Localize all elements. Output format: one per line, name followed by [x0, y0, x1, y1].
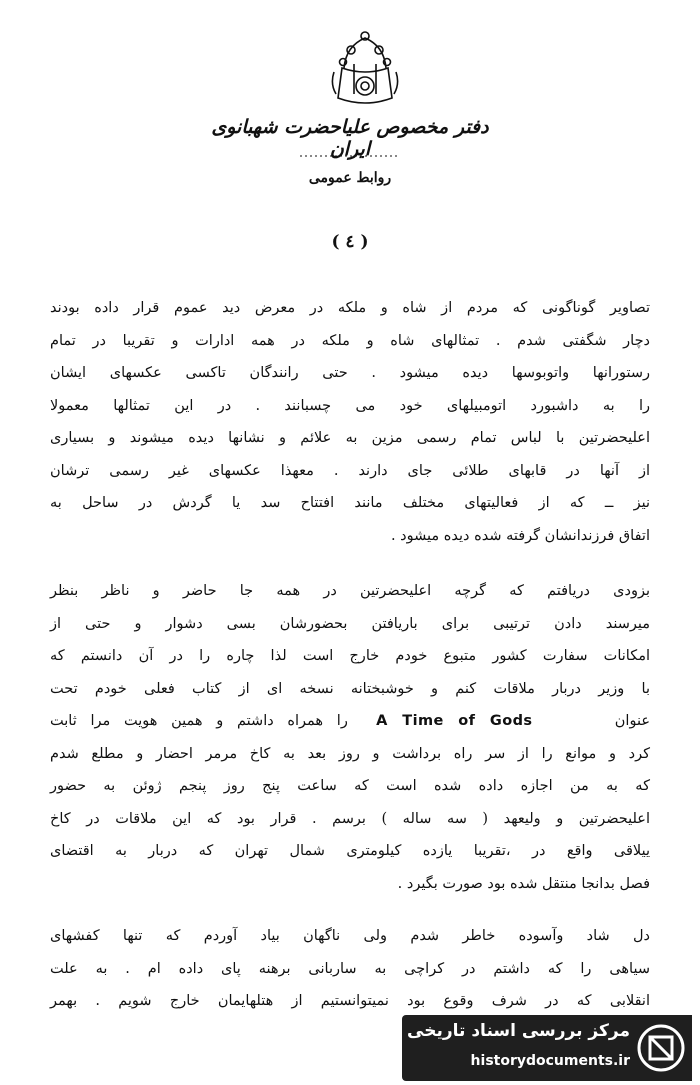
paragraph-3: [50, 920, 650, 1018]
text-line: سیاهی را که داشتم در کراچی به ساربانی برهنه پای داده ام . به علت: [50, 960, 650, 977]
department-label: روابط عمومی: [308, 170, 392, 186]
text-line-with-book-title: [50, 705, 650, 738]
crown-emblem-icon: [324, 28, 406, 110]
text-line: با وزیر دربار ملاقات کنم و خوشبختانه نسخه ای از کتاب فعلی خودم تحت: [50, 680, 650, 697]
text-line: تصاویر گوناگونی که مردم از شاه و ملکه در معرض دید عموم قرار داده بودند: [50, 300, 650, 316]
text-line: کرد و موانع را از سر راه برداشت و روز بعد به کاخ مرمر احضار و مطلع شدم: [50, 745, 650, 762]
text-line: که به من اجازه داده شده است که ساعت پنج روز پنجم ژوئن به حضور: [50, 778, 650, 794]
watermark-url: historydocuments.ir: [470, 1053, 630, 1069]
text-line: بزودی دریافتم که گرچه اعلیحضرتین در همه جا حاضر و ناظر بنظر: [50, 583, 650, 599]
text-fragment: را همراه داشتم و همین هویت مرا ثابت: [50, 713, 348, 729]
text-line: دچار شگفتی شدم . تمثالهای شاه و ملکه در همه ادارات و تقریبا در تمام: [50, 332, 650, 349]
text-line: اعلیحضرتین و ولیعهد ( سه ساله ) برسم . قرار بود که این ملاقات در کاخ: [50, 810, 650, 827]
text-line: از آنها در قابهای طلائی جای دارند . معهذا عکسهای غیر رسمی ترشان: [50, 462, 650, 479]
text-fragment: عنوان: [614, 713, 650, 729]
paragraph-1: [50, 292, 650, 552]
text-line: انقلابی که در شرف وقوع بود نمیتوانستیم از هتلهایمان خارج شویم . بهمر: [50, 993, 650, 1009]
book-title: A Time of Gods: [376, 713, 533, 729]
paragraph-2: [50, 575, 650, 900]
text-line: دل شاد وآسوده خاطر شدم ولی ناگهان بیاد آوردم که تنها کفشهای: [50, 928, 650, 944]
text-line: نیز ــ که از فعالیتهای مختلف مانند افتتاح سد یا گردش در ساحل به: [50, 495, 650, 511]
office-title: دفتر مخصوص علیاحضرت شهبانوی ایران: [211, 116, 489, 160]
text-line: میرسند دادن ترتیبی برای باریافتن بحضورشان بسی دشوار و حتی از: [50, 615, 650, 632]
text-line: اعلیحضرتین با لباس تمام رسمی مزین به علائم و نشانها دیده میشوند و بسیاری: [50, 430, 650, 446]
text-line: ییلاقی واقع در ،تقریبا یازده کیلومتری شمال تهران که دربار به اقتضای: [50, 843, 650, 859]
text-line: اتفاق فرزندانشان گرفته شده دیده میشود .: [390, 527, 650, 544]
title-underline-ornament: [300, 152, 400, 160]
text-line: را به داشبورد اتومبیلهای خود می چسبانند . در این تمثالها معمولا: [50, 397, 650, 414]
watermark-name: مرکز بررسی اسناد تاریخی: [407, 1021, 630, 1041]
text-line: فصل بدانجا منتقل شده بود صورت بگیرد .: [397, 875, 650, 892]
archive-logo-icon: [636, 1023, 686, 1073]
text-line: امکانات سفارت کشور متبوع خودم خارج است لذا چاره را در آن دانستم که: [50, 648, 650, 664]
text-line: رستورانها واتوبوسها دیده میشود . حتی رانندگان تاکسی عکسهای ایشان: [50, 365, 650, 381]
page-number: ( ٤ ): [331, 232, 369, 252]
watermark: [402, 1015, 692, 1081]
